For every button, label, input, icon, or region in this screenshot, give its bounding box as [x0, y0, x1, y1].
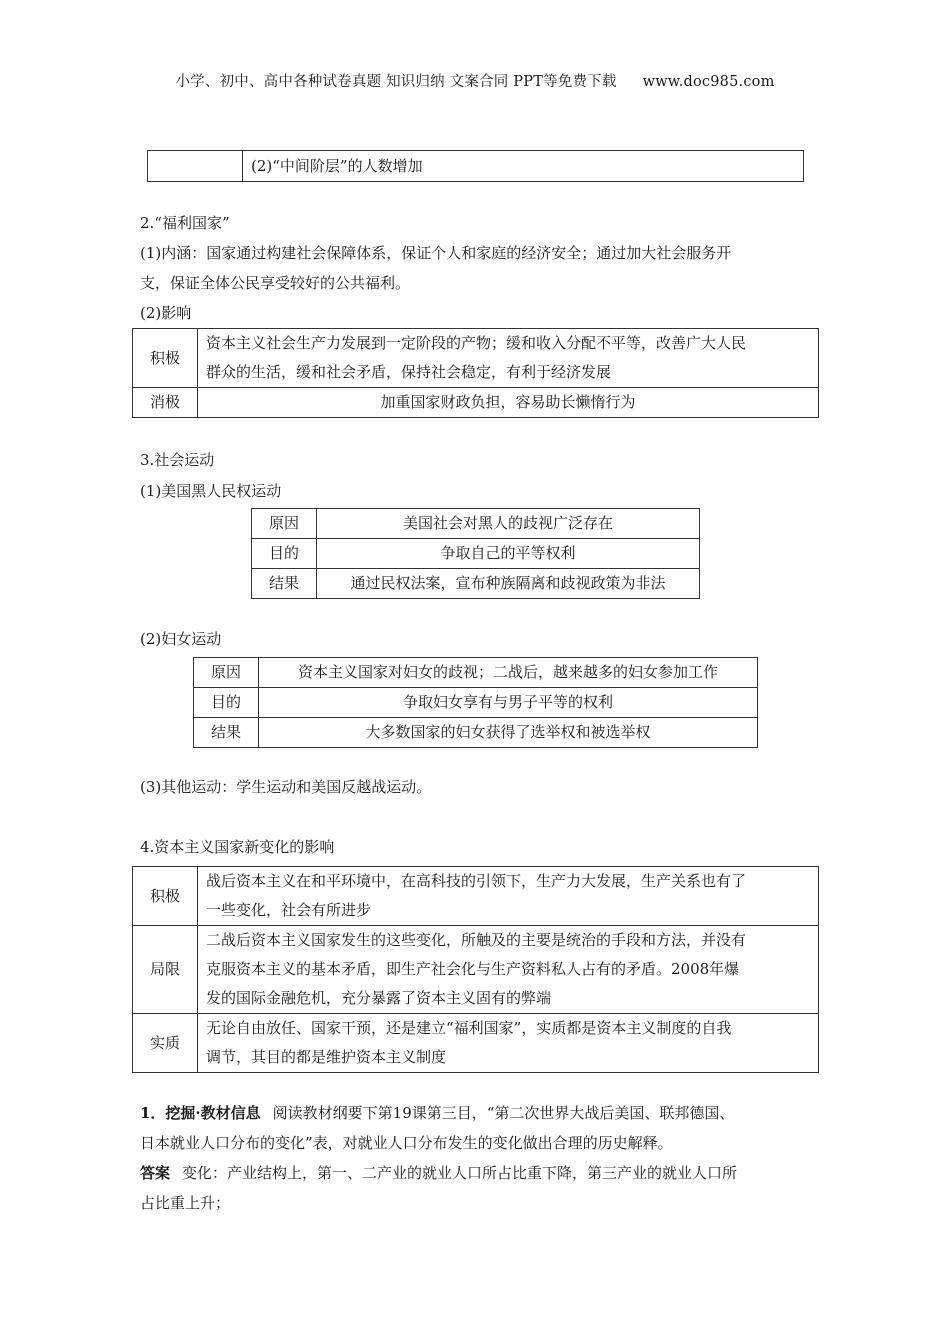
row-text: 资本主义社会生产力发展到一定阶段的产物；缓和收入分配不平等，改善广大人民: [206, 334, 747, 352]
row-text: 争取自己的平等权利: [317, 539, 700, 569]
row-text: 通过民权法案，宣布种族隔离和歧视政策为非法: [317, 569, 700, 599]
header-url[interactable]: www.doc985.com: [642, 74, 775, 90]
s3-sub1: (1)美国黑人民权运动: [140, 482, 282, 500]
row-label: 结果: [252, 569, 317, 599]
s2-p2: (2)影响: [140, 304, 192, 322]
page-header: [0, 70, 950, 91]
row-label: 结果: [194, 718, 259, 748]
row-text: 调节，其目的都是维护资本主义制度: [206, 1048, 447, 1066]
row-text: 发的国际金融危机，充分暴露了资本主义固有的弊端: [206, 989, 552, 1007]
top-table: [147, 150, 804, 182]
table-row: [133, 867, 819, 926]
row-text: 群众的生活，缓和社会矛盾，保持社会稳定，有利于经济发展: [206, 363, 612, 381]
table-row: [133, 926, 819, 1014]
row-text: 二战后资本主义国家发生的这些变化，所触及的主要是统治的手段和方法，并没有: [206, 931, 747, 949]
answer-line2: 占比重上升；: [140, 1194, 231, 1212]
row-text: 克服资本主义的基本矛盾，即生产社会化与生产资料私人占有的矛盾。2008年爆: [206, 960, 740, 978]
row-label: 积极: [133, 867, 198, 926]
question-1-text: 阅读教材纲要下第19课第三目，“第二次世界大战后美国、联邦德国、: [272, 1104, 735, 1122]
row-label: 目的: [194, 688, 259, 718]
womens-movement-table: [193, 657, 758, 748]
s3-sub2: (2)妇女运动: [140, 630, 222, 648]
header-text: 小学、初中、高中各种试卷真题 知识归纳 文案合同 PPT等免费下载: [175, 74, 617, 90]
s2-p1-line1: (1)内涵：国家通过构建社会保障体系，保证个人和家庭的经济安全；通过加大社会服务开: [140, 244, 732, 262]
row-text: 美国社会对黑人的歧视广泛存在: [317, 509, 700, 539]
question-1-label: 1．挖掘·教材信息: [140, 1104, 261, 1122]
table-row: [252, 569, 700, 599]
top-table-cell: (2)“中间阶层”的人数增加: [243, 151, 804, 182]
new-changes-impact-table: [132, 866, 819, 1073]
section-4-title: 4.资本主义国家新变化的影响: [140, 838, 335, 856]
row-label: 目的: [252, 539, 317, 569]
row-text: 资本主义国家对妇女的歧视；二战后，越来越多的妇女参加工作: [259, 658, 758, 688]
question-1-line2: 日本就业人口分布的变化”表，对就业人口分布发生的变化做出合理的历史解释。: [140, 1134, 673, 1152]
row-text: 一些变化，社会有所进步: [206, 901, 372, 919]
row-text: 加重国家财政负担，容易助长懒惰行为: [198, 388, 819, 418]
row-text: 战后资本主义在和平环境中，在高科技的引领下，生产力大发展，生产关系也有了: [206, 872, 747, 890]
row-label: 消极: [133, 388, 198, 418]
table-row: [133, 1014, 819, 1073]
row-text: 争取妇女享有与男子平等的权利: [259, 688, 758, 718]
civil-rights-table: [251, 508, 700, 599]
row-label: 局限: [133, 926, 198, 1014]
row-text: 无论自由放任、国家干预，还是建立“福利国家”，实质都是资本主义制度的自我: [206, 1019, 732, 1037]
s2-p1-line2: 支，保证全体公民享受较好的公共福利。: [140, 274, 411, 292]
table-row: [133, 388, 819, 418]
row-label: 实质: [133, 1014, 198, 1073]
row-label: 积极: [133, 329, 198, 388]
answer-label: 答案: [140, 1164, 171, 1182]
section-2-title: 2.“福利国家”: [140, 214, 230, 232]
answer-text: 变化：产业结构上，第一、二产业的就业人口所占比重下降，第三产业的就业人口所: [182, 1164, 738, 1182]
question-1-line1: [140, 1098, 734, 1128]
table-row: [194, 658, 758, 688]
row-text: 大多数国家的妇女获得了选举权和被选举权: [259, 718, 758, 748]
table-row: [133, 329, 819, 388]
s3-sub3: (3)其他运动：学生运动和美国反越战运动。: [140, 778, 432, 796]
answer-line1: [140, 1158, 737, 1188]
table-row: [194, 718, 758, 748]
section-3-title: 3.社会运动: [140, 451, 215, 469]
table-row: [252, 539, 700, 569]
row-label: 原因: [252, 509, 317, 539]
welfare-impact-table: [132, 328, 819, 418]
table-row: [252, 509, 700, 539]
row-label: 原因: [194, 658, 259, 688]
table-row: [194, 688, 758, 718]
